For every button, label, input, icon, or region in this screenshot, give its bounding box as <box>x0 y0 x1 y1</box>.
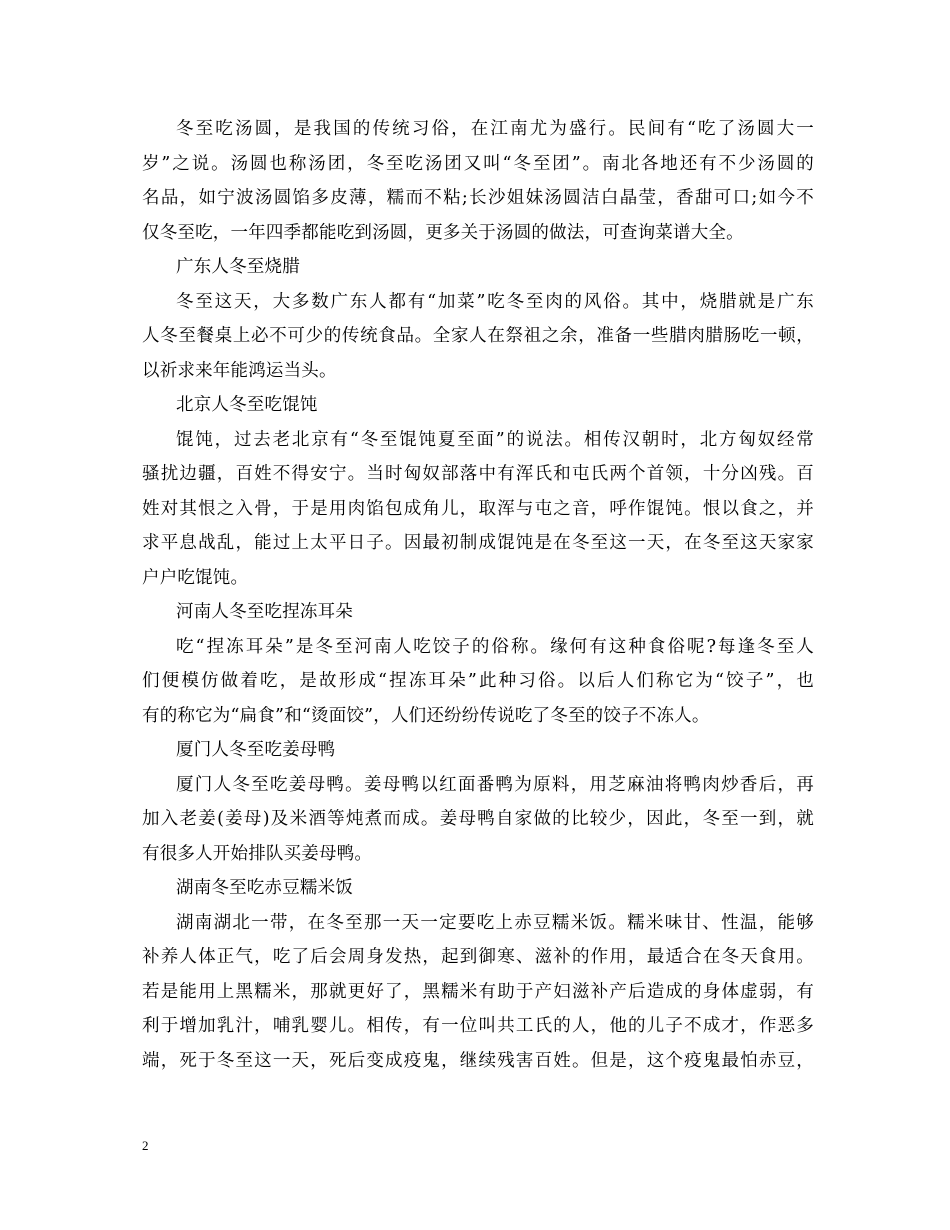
paragraph-line: 户户吃馄饨。 <box>142 567 249 588</box>
paragraph-line: 人冬至餐桌上必不可少的传统食品。全家人在祭祖之余，准备一些腊肉腊肠吃一顿， <box>142 326 814 346</box>
section-heading-guangdong: 广东人冬至烧腊 <box>176 257 300 277</box>
section-heading-xiamen: 厦门人冬至吃姜母鸭 <box>176 740 336 760</box>
page-number: 2 <box>142 1138 149 1153</box>
section-heading-beijing: 北京人冬至吃馄饨 <box>176 395 318 415</box>
section-heading-henan: 河南人冬至吃捏冻耳朵 <box>176 602 353 622</box>
paragraph-line: 馄饨，过去老北京有“冬至馄饨夏至面”的说法。相传汉朝时，北方匈奴经常 <box>176 429 814 450</box>
paragraph-line: 名品，如宁波汤圆馅多皮薄，糯而不粘;长沙姐妹汤圆洁白晶莹，香甜可口;如今不 <box>142 188 814 208</box>
paragraph-line: 厦门人冬至吃姜母鸭。姜母鸭以红面番鸭为原料，用芝麻油将鸭肉炒香后，再 <box>176 774 814 795</box>
paragraph-line: 有很多人开始排队买姜母鸭。 <box>142 843 373 864</box>
paragraph-line: 有的称它为“扁食”和“烫面饺”，人们还纷纷传说吃了冬至的饺子不冻人。 <box>142 705 710 726</box>
paragraph-line: 湖南湖北一带，在冬至那一天一定要吃上赤豆糯米饭。糯米味甘、性温，能够 <box>176 912 814 933</box>
document-body <box>142 112 814 1078</box>
paragraph-line: 若是能用上黑糯米，那就更好了，黑糯米有助于产妇滋补产后造成的身体虚弱，有 <box>142 981 814 1002</box>
paragraph-line: 吃“捏冻耳朵”是冬至河南人吃饺子的俗称。缘何有这种食俗呢?每逢冬至人 <box>176 636 814 657</box>
paragraph-line: 冬至吃汤圆，是我国的传统习俗，在江南尤为盛行。民间有“吃了汤圆大一 <box>176 119 814 139</box>
paragraph-line: 们便模仿做着吃，是故形成“捏冻耳朵”此种习俗。以后人们称它为“饺子”，也 <box>142 671 814 691</box>
paragraph-line: 加入老姜(姜母)及米酒等炖煮而成。姜母鸭自家做的比较少，因此，冬至一到，就 <box>142 809 814 829</box>
paragraph-line: 补养人体正气，吃了后会周身发热，起到御寒、滋补的作用，最适合在冬天食用。 <box>142 947 814 967</box>
paragraph-line: 仅冬至吃，一年四季都能吃到汤圆，更多关于汤圆的做法，可查询菜谱大全。 <box>142 222 744 243</box>
section-heading-hunan: 湖南冬至吃赤豆糯米饭 <box>176 878 353 898</box>
paragraph-line: 岁”之说。汤圆也称汤团，冬至吃汤团又叫“冬至团”。南北各地还有不少汤圆的 <box>142 153 814 174</box>
paragraph-line: 以祈求来年能鸿运当头。 <box>142 360 337 381</box>
paragraph-line: 端，死于冬至这一天，死后变成疫鬼，继续残害百姓。但是，这个疫鬼最怕赤豆， <box>142 1050 814 1071</box>
paragraph-line: 利于增加乳汁，哺乳婴儿。相传，有一位叫共工氏的人，他的儿子不成才，作恶多 <box>142 1016 814 1036</box>
paragraph-line: 骚扰边疆，百姓不得安宁。当时匈奴部落中有浑氏和屯氏两个首领，十分凶残。百 <box>142 464 814 484</box>
paragraph-line: 姓对其恨之入骨，于是用肉馅包成角儿，取浑与屯之音，呼作馄饨。恨以食之，并 <box>142 498 814 519</box>
paragraph-line: 求平息战乱，能过上太平日子。因最初制成馄饨是在冬至这一天，在冬至这天家家 <box>142 533 814 553</box>
paragraph-line: 冬至这天，大多数广东人都有“加菜”吃冬至肉的风俗。其中，烧腊就是广东 <box>176 291 814 312</box>
